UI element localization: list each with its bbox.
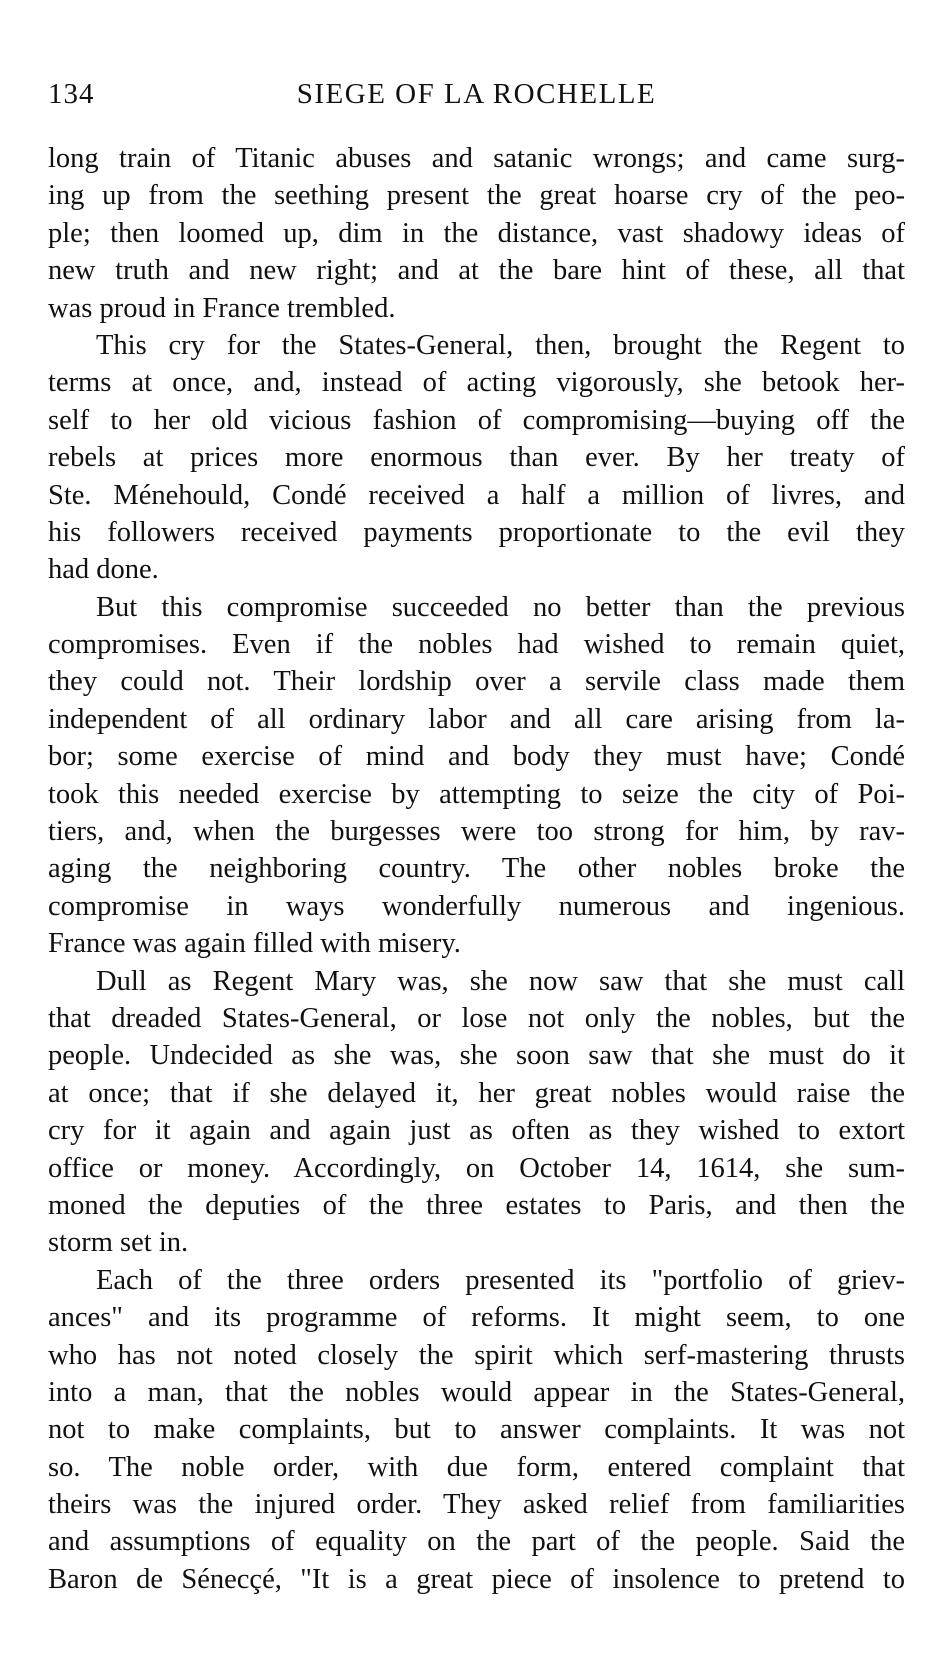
text-line: took this needed exercise by attempting to seize the city of Poi-: [48, 778, 905, 810]
text-line: tiers, and, when the burgesses were too strong for him, by rav-: [48, 816, 905, 848]
text-line: terms at once, and, instead of acting vigorously, she betook her-: [48, 367, 905, 399]
text-line: This cry for the States-General, then, brought the Regent to: [96, 329, 905, 361]
paragraph: [48, 963, 905, 1262]
text-line: Baron de Sénecçé, "It is a great piece of insolence to pretend to: [48, 1563, 905, 1595]
text-line: theirs was the injured order. They asked relief from familiarities: [48, 1489, 905, 1521]
text-line: new truth and new right; and at the bare hint of these, all that: [48, 255, 905, 287]
text-line: ple; then loomed up, dim in the distance, vast shadowy ideas of: [48, 217, 905, 249]
paragraph: [48, 589, 905, 963]
text-line: aging the neighboring country. The other nobles broke the: [48, 853, 905, 885]
running-title: SIEGE OF LA ROCHELLE: [296, 78, 657, 110]
text-line: that dreaded States-General, or lose not only the nobles, but the: [48, 1002, 905, 1034]
text-line: independent of all ordinary labor and all care arising from la-: [48, 703, 905, 735]
text-line: not to make complaints, but to answer complaints. It was not: [48, 1414, 905, 1446]
text-line: so. The noble order, with due form, entered complaint that: [48, 1451, 905, 1483]
text-line: had done.: [48, 554, 159, 586]
body-text: [48, 140, 905, 1598]
text-line: who has not noted closely the spirit which serf-mastering thrusts: [48, 1339, 905, 1371]
text-line: Dull as Regent Mary was, she now saw that she must call: [96, 965, 905, 997]
text-line: long train of Titanic abuses and satanic wrongs; and came surg-: [48, 143, 905, 174]
paragraph: [48, 140, 905, 327]
text-line: people. Undecided as she was, she soon saw that she must do it: [48, 1040, 905, 1072]
text-line: into a man, that the nobles would appear in the States-General,: [48, 1376, 905, 1408]
page-number: 134: [48, 78, 95, 110]
text-line: rebels at prices more enormous than ever. By her treaty of: [48, 442, 905, 474]
page-header: [48, 78, 905, 118]
text-line: But this compromise succeeded no better than the previous: [96, 591, 905, 623]
text-line: compromises. Even if the nobles had wished to remain quiet,: [48, 629, 905, 661]
text-line: they could not. Their lordship over a servile class made them: [48, 666, 905, 698]
text-line: cry for it again and again just as often as they wished to extort: [48, 1115, 905, 1147]
text-line: moned the deputies of the three estates to Paris, and then the: [48, 1189, 905, 1221]
text-line: Ste. Ménehould, Condé received a half a million of livres, and: [48, 479, 905, 511]
paragraph: [48, 327, 905, 589]
text-line: was proud in France trembled.: [48, 292, 396, 324]
text-line: his followers received payments proportionate to the evil they: [48, 516, 905, 548]
text-line: compromise in ways wonderfully numerous and ingenious.: [48, 890, 905, 922]
text-line: storm set in.: [48, 1227, 189, 1259]
text-line: office or money. Accordingly, on October 14, 1614, she sum-: [48, 1152, 905, 1184]
text-line: Each of the three orders presented its "portfolio of griev-: [96, 1264, 905, 1296]
text-line: at once; that if she delayed it, her great nobles would raise the: [48, 1077, 905, 1109]
text-line: bor; some exercise of mind and body they must have; Condé: [48, 741, 905, 773]
text-line: France was again filled with misery.: [48, 928, 461, 960]
text-line: and assumptions of equality on the part of the people. Said the: [48, 1526, 905, 1558]
text-line: self to her old vicious fashion of compromising—buying off the: [48, 404, 905, 436]
text-line: ances" and its programme of reforms. It might seem, to one: [48, 1302, 905, 1334]
paragraph: [48, 1262, 905, 1599]
text-line: ing up from the seething present the great hoarse cry of the peo-: [48, 180, 905, 212]
